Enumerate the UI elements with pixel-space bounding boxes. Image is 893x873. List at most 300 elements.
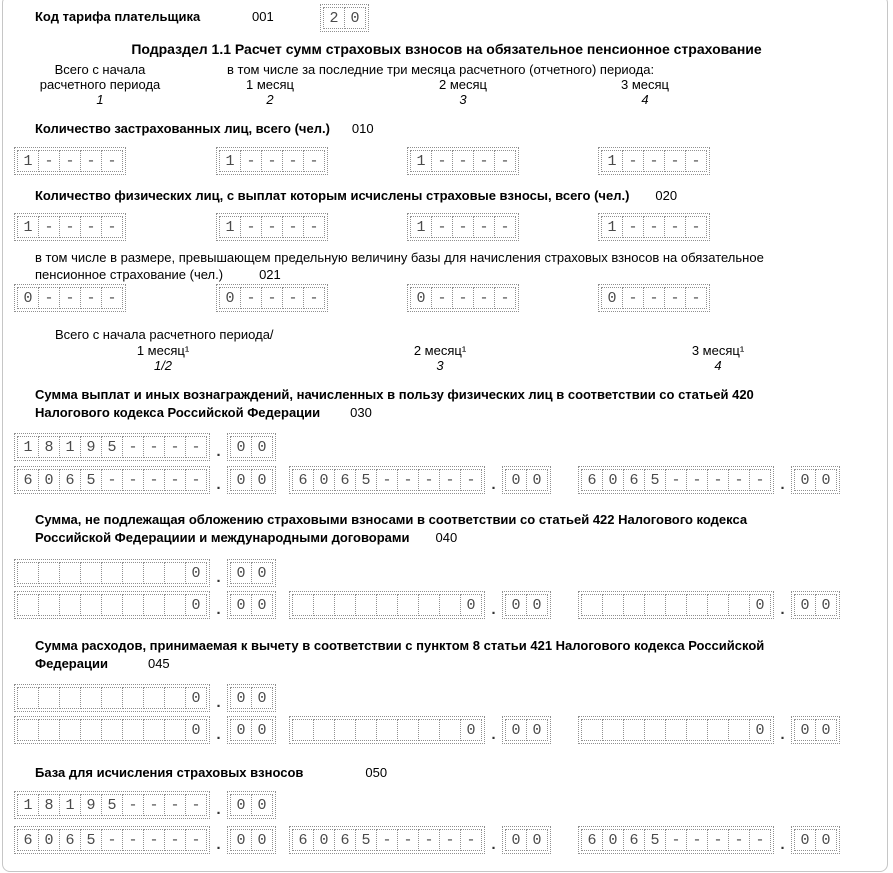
digit-box[interactable]: - [685,287,707,309]
decimal-separator: . [489,727,499,744]
field-021-month1[interactable] [216,284,328,312]
field-010-total[interactable] [14,147,126,175]
digit-box[interactable] [122,719,144,741]
field-020-month2[interactable] [407,213,519,241]
header1-month3-label: 3 месяц [621,77,669,92]
digit-box[interactable] [728,594,750,616]
digit-cell-frame [791,716,840,744]
digit-box[interactable] [665,594,687,616]
digit-box[interactable] [38,562,60,584]
digit-box[interactable]: - [59,287,81,309]
digit-box[interactable]: - [418,469,440,491]
digit-box[interactable]: 9 [80,794,102,816]
digit-box[interactable]: 6 [292,469,314,491]
digit-box[interactable]: - [101,469,123,491]
digit-box[interactable] [397,719,419,741]
digit-box[interactable]: 0 [794,829,816,851]
digit-box[interactable]: 0 [230,562,252,584]
digit-box[interactable]: 0 [526,719,548,741]
digit-box[interactable] [38,687,60,709]
decimal-separator: . [214,695,224,712]
field-045-month3[interactable] [578,716,840,744]
digit-cell-frame [289,716,485,744]
digit-box[interactable] [17,687,39,709]
digit-box[interactable]: - [431,216,453,238]
digit-box[interactable]: 0 [251,469,273,491]
decimal-separator: . [489,477,499,494]
digit-box[interactable] [59,719,81,741]
digit-box[interactable]: 6 [59,469,81,491]
digit-box[interactable] [59,687,81,709]
digit-box[interactable] [101,719,123,741]
digit-box[interactable]: 0 [602,829,624,851]
digit-box[interactable]: - [143,436,165,458]
digit-box[interactable]: 6 [334,829,356,851]
digit-box[interactable]: 1 [410,216,432,238]
digit-box[interactable]: - [473,287,495,309]
digit-box[interactable]: 0 [185,719,207,741]
field-010-month2[interactable] [407,147,519,175]
digit-box[interactable]: 0 [505,594,527,616]
digit-box[interactable]: - [622,216,644,238]
digit-box[interactable]: 0 [230,719,252,741]
digit-box[interactable]: 8 [38,436,60,458]
digit-box[interactable]: - [749,469,771,491]
digit-box[interactable] [143,562,165,584]
header1-months-caption: в том числе за последние три месяца расчетного (отчетного) периода: [227,62,655,77]
digit-box[interactable]: 0 [344,7,366,29]
digit-box[interactable] [623,594,645,616]
digit-box[interactable]: 6 [581,469,603,491]
digit-box[interactable]: - [122,436,144,458]
digit-box[interactable] [143,594,165,616]
digit-box[interactable]: - [418,829,440,851]
digit-box[interactable]: - [101,216,123,238]
digit-box[interactable]: - [452,216,474,238]
digit-box[interactable]: - [143,829,165,851]
digit-box[interactable]: - [494,150,516,172]
digit-box[interactable]: - [122,794,144,816]
digit-box[interactable]: 0 [526,829,548,851]
digit-box[interactable]: 1 [59,794,81,816]
field-030-month3[interactable] [578,466,840,494]
digit-box[interactable]: 0 [230,594,252,616]
digit-box[interactable]: - [728,829,750,851]
digit-box[interactable]: 0 [794,719,816,741]
digit-box[interactable]: - [664,216,686,238]
digit-box[interactable]: 5 [80,829,102,851]
digit-box[interactable]: - [282,287,304,309]
digit-box[interactable]: 0 [526,594,548,616]
digit-box[interactable]: 1 [17,150,39,172]
digit-box[interactable] [17,719,39,741]
digit-box[interactable]: 0 [749,594,771,616]
digit-box[interactable]: - [261,216,283,238]
digit-box[interactable]: - [38,150,60,172]
digit-box[interactable]: 6 [581,829,603,851]
digit-box[interactable]: 0 [749,719,771,741]
digit-box[interactable]: 0 [460,719,482,741]
field-040-month1[interactable] [14,591,276,619]
digit-box[interactable] [38,719,60,741]
digit-box[interactable]: - [473,216,495,238]
field-021-total[interactable] [14,284,126,312]
digit-box[interactable]: - [164,829,186,851]
digit-box[interactable]: - [143,794,165,816]
field-030-month1[interactable] [14,466,276,494]
digit-box[interactable] [101,594,123,616]
digit-box[interactable] [686,594,708,616]
digit-box[interactable]: - [439,829,461,851]
digit-box[interactable] [686,719,708,741]
digit-box[interactable]: - [643,150,665,172]
digit-box[interactable]: 1 [17,436,39,458]
field-050-month1[interactable] [14,826,276,854]
digit-box[interactable]: 0 [815,719,837,741]
digit-box[interactable]: 6 [334,469,356,491]
digit-box[interactable]: - [452,287,474,309]
digit-box[interactable]: 1 [59,436,81,458]
digit-box[interactable]: - [185,436,207,458]
digit-box[interactable] [581,594,603,616]
digit-box[interactable]: - [101,829,123,851]
digit-box[interactable] [418,594,440,616]
digit-box[interactable]: - [728,469,750,491]
digit-cell-frame [502,591,551,619]
digit-box[interactable]: - [664,150,686,172]
digit-box[interactable] [376,719,398,741]
digit-box[interactable]: - [101,150,123,172]
digit-box[interactable]: 6 [17,469,39,491]
field-020-month1[interactable] [216,213,328,241]
decimal-separator: . [778,837,788,854]
digit-box[interactable]: - [622,150,644,172]
digit-box[interactable]: - [473,150,495,172]
digit-box[interactable]: - [376,829,398,851]
field-021-month3[interactable] [598,284,710,312]
digit-box[interactable]: 0 [17,287,39,309]
digit-box[interactable]: - [185,794,207,816]
digit-box[interactable]: - [80,150,102,172]
field-050-month2[interactable] [289,826,551,854]
tariff-code-field[interactable] [320,4,369,32]
digit-box[interactable]: 1 [17,216,39,238]
digit-box[interactable]: - [397,829,419,851]
digit-box[interactable]: 0 [602,469,624,491]
digit-box[interactable]: 0 [251,594,273,616]
digit-box[interactable]: - [59,150,81,172]
digit-box[interactable]: 8 [38,794,60,816]
digit-box[interactable]: - [303,216,325,238]
digit-box[interactable]: 5 [101,436,123,458]
digit-box[interactable]: - [240,216,262,238]
digit-box[interactable] [122,594,144,616]
digit-box[interactable] [376,594,398,616]
digit-box[interactable] [164,719,186,741]
digit-box[interactable]: 0 [38,469,60,491]
field-050-month3[interactable] [578,826,840,854]
digit-box[interactable]: - [240,150,262,172]
digit-box[interactable]: 0 [526,469,548,491]
digit-cell-frame [502,466,551,494]
digit-box[interactable]: - [164,436,186,458]
digit-cell-frame [216,284,328,312]
field-040-total[interactable] [14,559,276,587]
digit-box[interactable]: - [185,469,207,491]
digit-box[interactable] [707,594,729,616]
digit-box[interactable] [334,719,356,741]
digit-box[interactable]: 0 [251,436,273,458]
digit-box[interactable] [644,594,666,616]
digit-box[interactable]: - [303,150,325,172]
field-020-total[interactable] [14,213,126,241]
digit-box[interactable]: 0 [313,469,335,491]
field-045-total[interactable] [14,684,276,712]
digit-box[interactable]: - [664,287,686,309]
digit-box[interactable] [80,687,102,709]
digit-box[interactable] [80,594,102,616]
digit-box[interactable]: 0 [38,829,60,851]
digit-box[interactable]: 2 [323,7,345,29]
digit-box[interactable] [355,594,377,616]
digit-box[interactable] [17,562,39,584]
digit-box[interactable]: 5 [101,794,123,816]
field-020-month3[interactable] [598,213,710,241]
row-040-label-block2 [35,529,457,547]
digit-box[interactable]: 0 [230,687,252,709]
digit-box[interactable]: - [261,150,283,172]
digit-box[interactable] [623,719,645,741]
digit-box[interactable]: - [685,216,707,238]
digit-box[interactable]: 9 [80,436,102,458]
digit-box[interactable]: 0 [794,469,816,491]
digit-box[interactable]: - [59,216,81,238]
header1-col1-line2: расчетного периода [39,77,161,92]
digit-box[interactable] [59,562,81,584]
digit-box[interactable]: - [185,829,207,851]
digit-box[interactable]: 1 [601,150,623,172]
digit-box[interactable]: 0 [230,829,252,851]
digit-box[interactable] [439,594,461,616]
field-010-month3[interactable] [598,147,710,175]
digit-box[interactable] [644,719,666,741]
digit-box[interactable]: 0 [251,687,273,709]
digit-box[interactable]: 1 [601,216,623,238]
digit-box[interactable] [80,562,102,584]
row-010-label-block [35,120,374,138]
digit-cell-frame [598,213,710,241]
digit-box[interactable]: 6 [623,469,645,491]
digit-box[interactable]: 0 [230,469,252,491]
digit-cell-frame [289,591,485,619]
digit-box[interactable] [313,719,335,741]
digit-box[interactable]: - [431,287,453,309]
digit-box[interactable]: - [643,216,665,238]
digit-box[interactable] [397,594,419,616]
digit-box[interactable]: 0 [313,829,335,851]
digit-box[interactable]: - [164,469,186,491]
digit-cell-frame [407,147,519,175]
digit-box[interactable] [122,562,144,584]
digit-box[interactable]: 0 [230,794,252,816]
digit-box[interactable]: 1 [17,794,39,816]
digit-box[interactable] [439,719,461,741]
field-045-month2[interactable] [289,716,551,744]
digit-cell-frame [407,284,519,312]
digit-box[interactable]: 0 [815,594,837,616]
digit-box[interactable] [602,594,624,616]
digit-cell-frame [14,826,210,854]
digit-box[interactable]: - [240,287,262,309]
digit-box[interactable]: 0 [185,687,207,709]
digit-box[interactable]: 5 [644,829,666,851]
digit-box[interactable]: - [749,829,771,851]
digit-box[interactable]: 5 [80,469,102,491]
digit-box[interactable]: 0 [185,594,207,616]
digit-box[interactable]: 1 [219,150,241,172]
digit-box[interactable] [80,719,102,741]
field-045-month1[interactable] [14,716,276,744]
digit-box[interactable]: 0 [815,829,837,851]
digit-box[interactable]: 5 [355,469,377,491]
digit-box[interactable]: - [494,287,516,309]
digit-box[interactable]: - [686,829,708,851]
digit-box[interactable]: - [80,216,102,238]
digit-box[interactable]: - [38,216,60,238]
digit-box[interactable] [292,719,314,741]
decimal-separator: . [214,602,224,619]
digit-box[interactable] [355,719,377,741]
digit-box[interactable] [728,719,750,741]
digit-box[interactable]: 0 [601,287,623,309]
digit-box[interactable]: 0 [251,829,273,851]
decimal-separator: . [214,837,224,854]
digit-box[interactable]: - [122,829,144,851]
digit-box[interactable]: 0 [410,287,432,309]
digit-box[interactable]: 5 [644,469,666,491]
field-040-month3[interactable] [578,591,840,619]
digit-box[interactable]: 0 [251,719,273,741]
decimal-separator: . [214,477,224,494]
digit-box[interactable] [164,562,186,584]
digit-box[interactable] [17,594,39,616]
digit-box[interactable]: 0 [505,469,527,491]
row-021-label-line1: в том числе в размере, превышающем предельную величину базы для начисления страховых взносов на обязательное [35,250,764,265]
digit-box[interactable]: 0 [505,719,527,741]
digit-box[interactable]: 1 [410,150,432,172]
digit-box[interactable]: - [122,469,144,491]
digit-box[interactable]: 0 [185,562,207,584]
field-040-month2[interactable] [289,591,551,619]
digit-box[interactable]: - [261,287,283,309]
digit-box[interactable] [292,594,314,616]
digit-box[interactable]: 5 [355,829,377,851]
digit-box[interactable]: 0 [251,794,273,816]
digit-cell-frame [14,466,210,494]
digit-box[interactable]: - [303,287,325,309]
row-021-code: 021 [259,267,281,282]
row-040-code: 040 [435,530,458,545]
digit-box[interactable]: - [707,829,729,851]
digit-box[interactable]: - [143,469,165,491]
digit-box[interactable]: 0 [251,562,273,584]
digit-box[interactable]: 6 [59,829,81,851]
digit-box[interactable]: 6 [292,829,314,851]
digit-box[interactable]: - [452,150,474,172]
digit-box[interactable] [313,594,335,616]
field-030-total[interactable] [14,433,276,461]
field-010-month1[interactable] [216,147,328,175]
digit-box[interactable] [602,719,624,741]
digit-box[interactable]: 0 [460,594,482,616]
digit-box[interactable] [581,719,603,741]
digit-box[interactable]: - [397,469,419,491]
row-045-label-line1: Сумма расходов, принимаемая к вычету в соответствии с пунктом 8 статьи 421 Налогового кодекса Российской [35,638,765,653]
digit-box[interactable]: - [685,150,707,172]
digit-box[interactable]: - [431,150,453,172]
field-030-month2[interactable] [289,466,551,494]
digit-box[interactable]: 1 [219,216,241,238]
digit-box[interactable]: 0 [794,594,816,616]
digit-box[interactable]: 0 [230,436,252,458]
digit-cell-frame [791,591,840,619]
digit-box[interactable] [59,594,81,616]
digit-box[interactable]: - [665,469,687,491]
digit-box[interactable]: - [101,287,123,309]
field-050-total[interactable] [14,791,276,819]
digit-box[interactable]: - [164,794,186,816]
field-021-month2[interactable] [407,284,519,312]
digit-box[interactable]: - [460,469,482,491]
digit-box[interactable]: 0 [219,287,241,309]
digit-box[interactable]: 6 [17,829,39,851]
decimal-separator: . [778,477,788,494]
header2-col3-number: 4 [714,358,722,373]
decimal-separator: . [778,727,788,744]
digit-box[interactable] [334,594,356,616]
digit-cell-frame [227,559,276,587]
digit-box[interactable] [143,719,165,741]
digit-box[interactable] [122,687,144,709]
digit-box[interactable] [707,719,729,741]
digit-box[interactable] [164,687,186,709]
digit-box[interactable]: - [38,287,60,309]
digit-box[interactable]: - [686,469,708,491]
digit-box[interactable]: - [282,216,304,238]
digit-box[interactable]: - [643,287,665,309]
digit-box[interactable] [38,594,60,616]
header1-month2-label: 2 месяц [439,77,487,92]
digit-box[interactable]: - [494,216,516,238]
digit-box[interactable]: - [80,287,102,309]
digit-box[interactable]: 0 [505,829,527,851]
digit-box[interactable] [164,594,186,616]
digit-box[interactable]: - [439,469,461,491]
digit-box[interactable] [665,719,687,741]
digit-box[interactable]: 0 [815,469,837,491]
digit-box[interactable]: - [460,829,482,851]
digit-box[interactable]: - [707,469,729,491]
digit-box[interactable]: - [665,829,687,851]
digit-box[interactable] [143,687,165,709]
digit-box[interactable]: 6 [623,829,645,851]
digit-box[interactable]: - [376,469,398,491]
digit-box[interactable] [101,687,123,709]
digit-box[interactable] [101,562,123,584]
digit-box[interactable]: - [282,150,304,172]
digit-box[interactable] [418,719,440,741]
digit-box[interactable]: - [622,287,644,309]
